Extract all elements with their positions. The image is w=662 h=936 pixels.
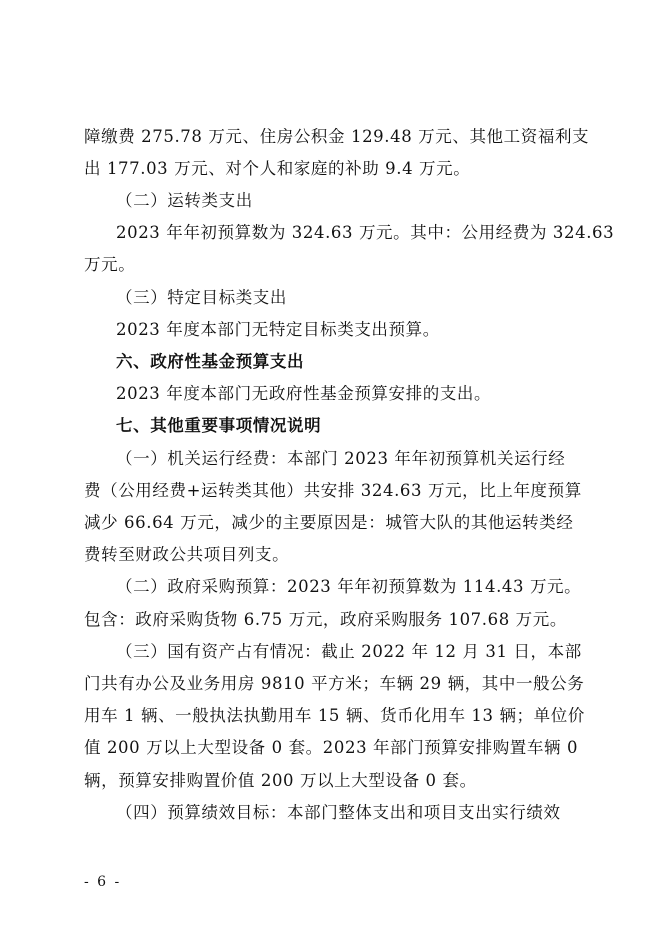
paragraph-line: 障缴费 275.78 万元、住房公积金 129.48 万元、其他工资福利支 <box>84 127 590 146</box>
paragraph-line: 用车 1 辆、一般执法执勤用车 15 辆、货币化用车 13 辆；单位价 <box>84 706 585 725</box>
paragraph-line: 减少 66.64 万元，减少的主要原因是：城管大队的其他运转类经 <box>84 513 574 532</box>
paragraph-line: （三）国有资产占有情况：截止 2022 年 12 月 31 日，本部 <box>116 642 582 661</box>
paragraph-line: 门共有办公及业务用房 9810 平方米；车辆 29 辆，其中一般公务 <box>84 674 585 693</box>
subsection-heading: （二）运转类支出 <box>116 191 253 210</box>
paragraph-line: 2023 年度本部门无政府性基金预算安排的支出。 <box>116 384 492 403</box>
paragraph-line: 辆，预算安排购置价值 200 万以上大型设备 0 套。 <box>84 771 477 790</box>
paragraph-line: 2023 年度本部门无特定目标类支出预算。 <box>116 320 440 339</box>
page-number: - 6 - <box>84 874 122 890</box>
paragraph-line: （四）预算绩效目标：本部门整体支出和项目支出实行绩效 <box>116 803 561 822</box>
paragraph-line: 2023 年年初预算数为 324.63 万元。其中：公用经费为 324.63 <box>116 223 615 242</box>
paragraph-line: （一）机关运行经费：本部门 2023 年年初预算机关运行经 <box>116 449 566 468</box>
section-heading: 七、其他重要事项情况说明 <box>116 416 322 435</box>
paragraph-line: 包含：政府采购货物 6.75 万元，政府采购服务 107.68 万元。 <box>84 610 567 629</box>
paragraph-line: 费转至财政公共项目列支。 <box>84 545 290 564</box>
paragraph-line: 值 200 万以上大型设备 0 套。2023 年部门预算安排购置车辆 0 <box>84 738 579 757</box>
paragraph-line: 出 177.03 万元、对个人和家庭的补助 9.4 万元。 <box>84 159 471 178</box>
paragraph-line: （二）政府采购预算：2023 年年初预算数为 114.43 万元。 <box>116 577 582 596</box>
subsection-heading: （三）特定目标类支出 <box>116 288 287 307</box>
paragraph-line: 万元。 <box>84 255 136 274</box>
section-heading: 六、政府性基金预算支出 <box>116 352 305 371</box>
paragraph-line: 费（公用经费+运转类其他）共安排 324.63 万元，比上年度预算 <box>84 481 582 500</box>
